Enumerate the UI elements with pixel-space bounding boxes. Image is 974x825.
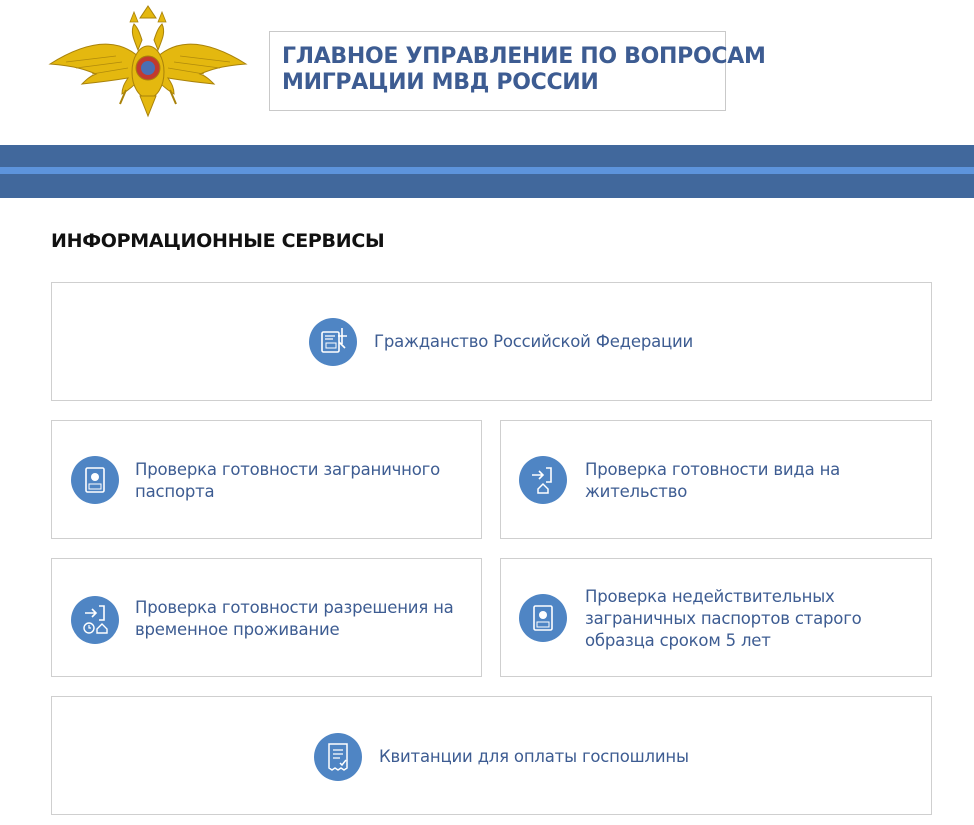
header-band bbox=[0, 145, 974, 167]
service-label: Гражданство Российской Федерации bbox=[374, 332, 694, 351]
enter-clock-home-icon bbox=[71, 596, 119, 644]
service-label: Проверка готовности заграничного паспорта bbox=[135, 460, 441, 501]
receipt-icon bbox=[314, 733, 362, 781]
mvd-emblem-logo bbox=[46, 4, 250, 122]
service-fee-receipts-card[interactable] bbox=[51, 696, 932, 815]
header-band bbox=[0, 174, 974, 198]
service-citizenship-card[interactable] bbox=[51, 282, 932, 401]
passport-icon bbox=[519, 594, 567, 642]
service-invalid-passports-card[interactable] bbox=[500, 558, 932, 677]
service-temporary-residence-card[interactable] bbox=[51, 558, 482, 677]
passport-icon bbox=[71, 456, 119, 504]
agency-title-line-1: ГЛАВНОЕ УПРАВЛЕНИЕ ПО ВОПРОСАМ bbox=[282, 44, 766, 69]
enter-home-icon bbox=[519, 456, 567, 504]
service-label: Проверка готовности вида на жительство bbox=[585, 460, 841, 501]
service-label: Квитанции для оплаты госпошлины bbox=[379, 747, 689, 766]
passport-stamp-icon bbox=[309, 318, 357, 366]
agency-title-line-2: МИГРАЦИИ МВД РОССИИ bbox=[282, 70, 599, 95]
section-title: ИНФОРМАЦИОННЫЕ СЕРВИСЫ bbox=[51, 230, 385, 252]
service-passport-readiness-card[interactable] bbox=[51, 420, 482, 539]
service-residence-permit-card[interactable] bbox=[500, 420, 932, 539]
service-label: Проверка недействительных заграничных паспортов старого образца сроком 5 лет bbox=[585, 587, 862, 650]
agency-title bbox=[269, 31, 766, 111]
header-band-stripe bbox=[0, 167, 974, 174]
service-label: Проверка готовности разрешения на временное проживание bbox=[135, 598, 454, 639]
